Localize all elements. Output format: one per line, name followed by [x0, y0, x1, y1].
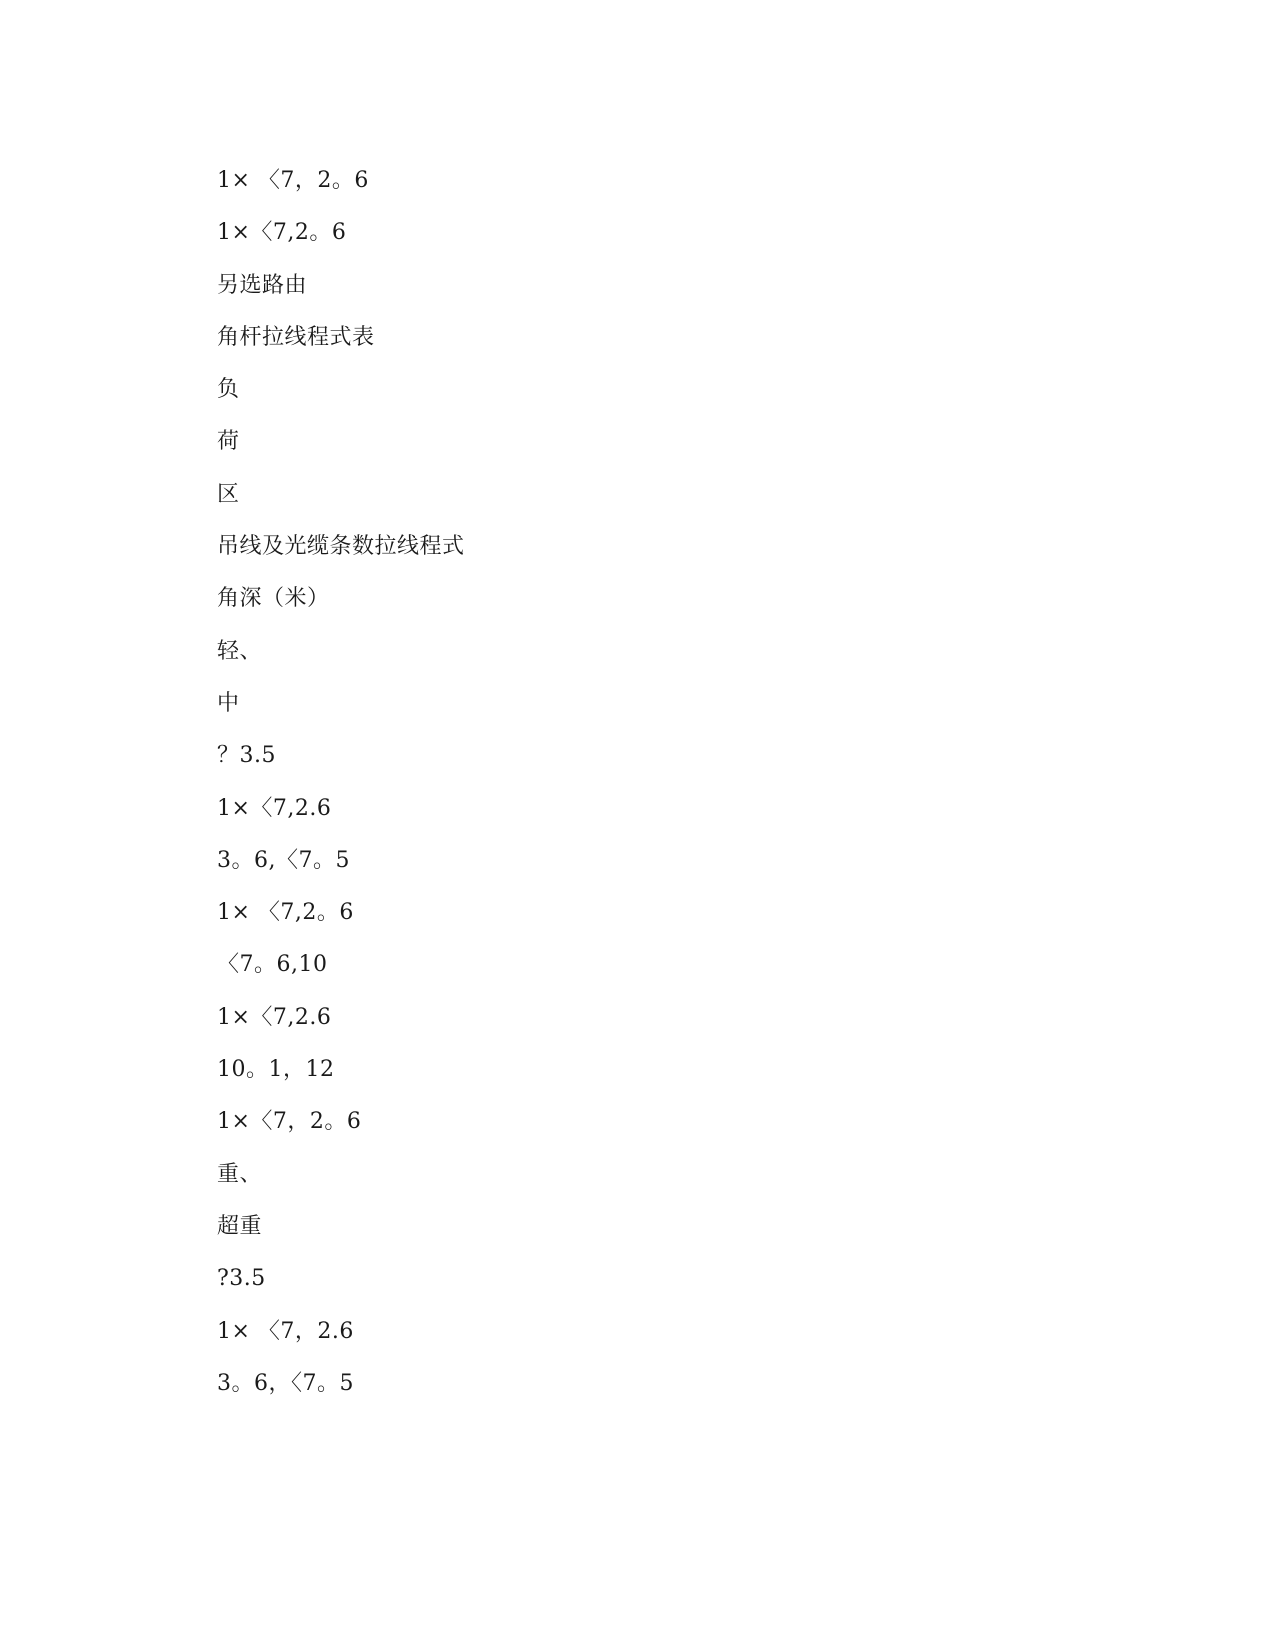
text-line: 1× 〈7，2.6 — [217, 1318, 354, 1344]
text-line: ？3.5 — [217, 743, 276, 769]
text-line: 10。1，12 — [217, 1057, 335, 1083]
text-line: 1×〈7,2。6 — [217, 220, 347, 246]
text-line: 负 — [217, 377, 240, 403]
text-line: 1× 〈7,2。6 — [217, 900, 354, 926]
text-line: 角杆拉线程式表 — [217, 324, 375, 350]
text-line: 1×〈7,2.6 — [217, 1004, 332, 1030]
text-line: 1×〈7，2。6 — [217, 1109, 362, 1135]
text-line: 1× 〈7，2。6 — [217, 168, 369, 193]
text-line: ?3.5 — [217, 1266, 266, 1292]
text-line: 角深（米） — [217, 586, 330, 612]
text-line: 〈7。6,10 — [217, 952, 328, 978]
text-lines — [217, 163, 465, 1418]
text-line: 吊线及光缆条数拉线程式 — [217, 534, 465, 560]
text-line: 3。6，〈7。5 — [217, 1370, 354, 1396]
text-line: 荷 — [217, 429, 240, 455]
text-line: 超重 — [217, 1213, 263, 1239]
text-line: 3。6,〈7。5 — [217, 847, 350, 873]
text-line: 区 — [217, 481, 240, 507]
text-line: 另选路由 — [217, 272, 308, 298]
text-line: 中 — [217, 690, 240, 716]
text-line: 重、 — [217, 1161, 263, 1187]
text-line: 1×〈7,2.6 — [217, 795, 332, 821]
text-line: 轻、 — [217, 638, 263, 664]
